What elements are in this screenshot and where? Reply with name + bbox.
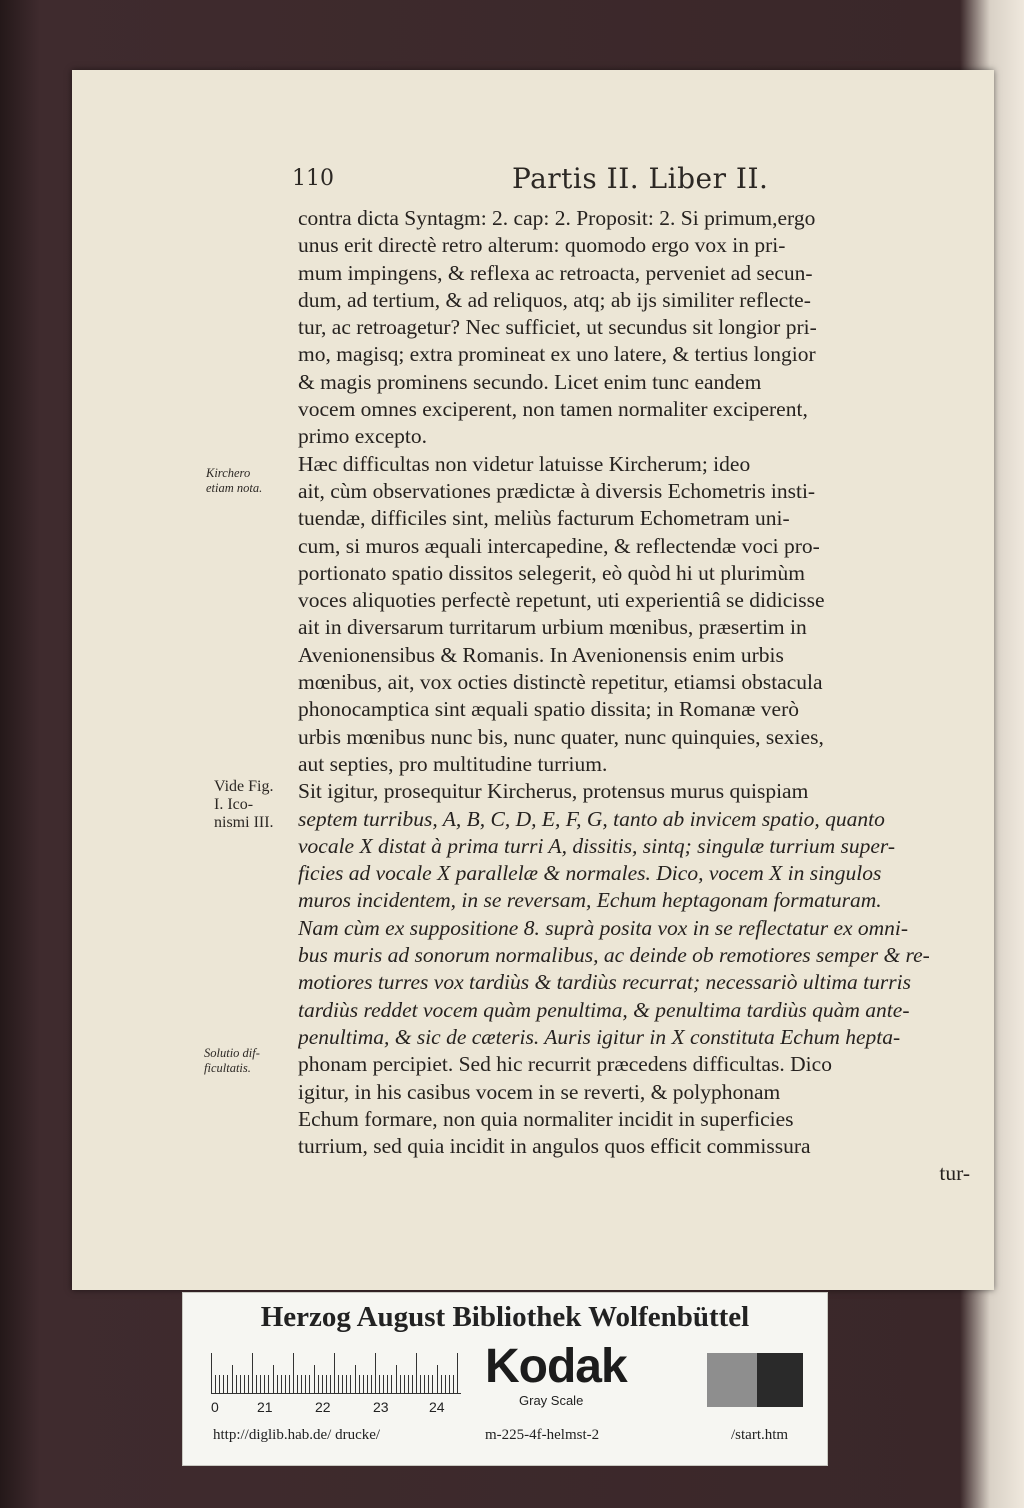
text-line: tardiùs reddet vocem quàm penultima, & penultima tardiùs quàm ante- [298,997,910,1022]
ruler-tick [236,1375,237,1393]
ruler-tick [371,1375,372,1393]
text-line: turrium, sed quia incidit in angulos quos efficit commissura [298,1134,811,1159]
ruler-tick [445,1375,446,1393]
ruler-tick [215,1375,216,1393]
ruler-tick [338,1375,339,1393]
text-line: penultima, & sic de cæteris. Auris igitur in X constituta Echum hepta- [298,1024,901,1049]
scale-ruler [211,1351,461,1394]
text-line: mœnibus, ait, vox octies distinctè repetitur, etiamsi obstacula [298,670,823,695]
text-line: Avenionensibus & Romanis. In Avenionensis enim urbis [298,642,784,667]
ruler-tick [432,1375,433,1393]
ruler-tick [330,1375,331,1393]
ruler-number: 21 [257,1399,273,1415]
ruler-tick [264,1375,265,1393]
text-line: ait in diversarum turritarum urbium mœnibus, præsertim in [298,615,807,640]
margin-note-line: Kirchero [206,466,251,480]
ruler-tick [314,1365,315,1393]
ruler-tick [400,1375,401,1393]
text-line: igitur, in his casibus vocem in se reverti, & polyphonam [298,1079,781,1104]
color-target-card [182,1292,828,1466]
text-line: tuendæ, difficiles sint, meliùs facturum Echometram uni- [298,506,790,531]
ruler-tick [449,1375,450,1393]
text-line: mo, magisq; extra promineat ex uno latere, & tertius longior [298,342,816,367]
ruler-tick [391,1375,392,1393]
ruler-tick [227,1375,228,1393]
ruler-tick [420,1375,421,1393]
kodak-logo: Kodak [485,1340,627,1393]
text-line: cum, si muros æquali intercapedine, & reflectendæ voci pro- [298,533,820,558]
ruler-tick [359,1375,360,1393]
ruler-number: 23 [373,1399,389,1415]
ruler-tick [285,1375,286,1393]
shelfmark: m-225-4f-helmst-2 [485,1427,600,1443]
ruler-tick [379,1375,380,1393]
ruler-tick [248,1375,249,1393]
text-line: contra dicta Syntagm: 2. cap: 2. Proposit: 2. Si primum,ergo [298,206,816,230]
text-line: urbis mœnibus nunc bis, nunc quater, nunc quinquies, sexies, [298,724,824,749]
ruler-tick [268,1375,269,1393]
text-line: portionato spatio dissitos selegerit, eò quòd hi ut plurimùm [298,560,805,585]
text-line: ait, cùm observationes prædictæ à diversis Echometris insti- [298,478,816,503]
text-line: voces aliquoties perfectè repetunt, uti experientiâ se didicisse [298,588,825,613]
text-line: aut septies, pro multitudine turrium. [298,751,608,776]
ruler-tick [301,1375,302,1393]
ruler-tick [309,1375,310,1393]
page-number: 110 [292,166,334,191]
ruler-tick [240,1375,241,1393]
text-line: septem turribus, A, B, C, D, E, F, G, tanto ab invicem spatio, quanto [298,806,885,831]
text-line: Sit igitur, prosequitur Kircherus, protensus murus quispiam [298,779,809,804]
ruler-tick [367,1375,368,1393]
margin-note-line: nismi III. [214,814,274,831]
ruler-tick [297,1375,298,1393]
text-line: vocale X distat à prima turri A, dissitis, sintq; singulæ turrium super- [298,833,896,858]
ruler-tick [387,1375,388,1393]
text-line: dum, ad tertium, & ad reliquos, atq; ab ijs similiter reflecte- [298,287,811,312]
ruler-tick [322,1375,323,1393]
text-line: Nam cùm ex suppositione 8. suprà posita vox in se reflectatur ex omni- [298,915,909,940]
margin-note-vide-fig [214,778,274,832]
margin-note-line: etiam nota. [206,481,263,495]
book-page [72,70,994,1290]
text-line: & magis prominens secundo. Licet enim tunc eandem [298,369,762,394]
margin-note-line: I. Ico- [214,796,254,813]
ruler-tick [211,1353,212,1393]
ruler-number: 0 [211,1399,219,1415]
ruler-number: 22 [315,1399,331,1415]
ruler-tick [375,1353,376,1393]
text-line: Hæc difficultas non videtur latuisse Kircherum; ideo [298,451,751,476]
ruler-tick [350,1375,351,1393]
running-head: Partis II. Liber II. [512,162,769,195]
text-line: bus muris ad sonorum normalibus, ac deinde ob remotiores semper & re- [298,943,930,968]
text-line: primo excepto. [298,424,427,449]
text-line: tur, ac retroagetur? Nec sufficiet, ut secundus sit longior pri- [298,315,817,340]
ruler-tick [342,1375,343,1393]
margin-note-line: Vide Fig. [214,778,274,795]
ruler-number: 24 [429,1399,445,1415]
margin-note-line: Solutio dif- [204,1046,260,1060]
ruler-tick [441,1375,442,1393]
ruler-tick [223,1375,224,1393]
ruler-tick [408,1375,409,1393]
ruler-tick [453,1375,454,1393]
text-line: Echum formare, non quia normaliter incidit in superficies [298,1106,794,1131]
ruler-tick [232,1365,233,1393]
text-line: mum impingens, & reflexa ac retroacta, perveniet ad secun- [298,260,813,285]
ruler-tick [428,1375,429,1393]
margin-note-kirchero [206,466,262,496]
ruler-tick [363,1375,364,1393]
ruler-tick [244,1375,245,1393]
margin-note-line: ficultatis. [204,1061,251,1075]
ruler-tick [355,1365,356,1393]
text-line: muros incidentem, in se reversam, Echum heptagonam formaturam. [298,888,882,913]
gray-swatch-mid [707,1353,757,1407]
ruler-tick [252,1353,253,1393]
text-line: vocem omnes exciperent, non tamen normaliter exciperent, [298,397,808,422]
ruler-tick [383,1375,384,1393]
catchword: tur- [939,1161,970,1186]
gray-swatch-dark [757,1353,803,1407]
ruler-tick [305,1375,306,1393]
body-text [298,205,970,1188]
ruler-tick [437,1365,438,1393]
ruler-tick [318,1375,319,1393]
text-line: ficies ad vocale X parallelæ & normales. Dico, vocem X in singulos [298,861,882,886]
ruler-tick [273,1365,274,1393]
ruler-tick [289,1375,290,1393]
ruler-tick [404,1375,405,1393]
ruler-tick [281,1375,282,1393]
ruler-tick [424,1375,425,1393]
ruler-tick [334,1353,335,1393]
ruler-tick [326,1375,327,1393]
text-line: motiores turres vox tardiùs & tardiùs recurrat; necessariò ultima turris [298,970,911,995]
ruler-tick [346,1375,347,1393]
url-base: http://diglib.hab.de/ drucke/ [213,1427,381,1443]
ruler-tick [457,1353,458,1393]
text-line: phonam percipiet. Sed hic recurrit præcedens difficultas. Dico [298,1052,832,1077]
text-line: unus erit directè retro alterum: quomodo ergo vox in pri- [298,233,786,258]
ruler-tick [396,1365,397,1393]
margin-note-solutio [204,1046,260,1076]
ruler-tick [277,1375,278,1393]
library-name: Herzog August Bibliothek Wolfenbüttel [260,1301,750,1333]
gray-scale-label: Gray Scale [519,1393,584,1408]
ruler-tick [412,1375,413,1393]
ruler-tick [293,1353,294,1393]
text-line: phonocamptica sint æquali spatio dissita; in Romanæ verò [298,697,800,722]
ruler-tick [256,1375,257,1393]
ruler-tick [416,1353,417,1393]
ruler-tick [219,1375,220,1393]
ruler-tick [260,1375,261,1393]
url-tail: /start.htm [731,1427,789,1443]
